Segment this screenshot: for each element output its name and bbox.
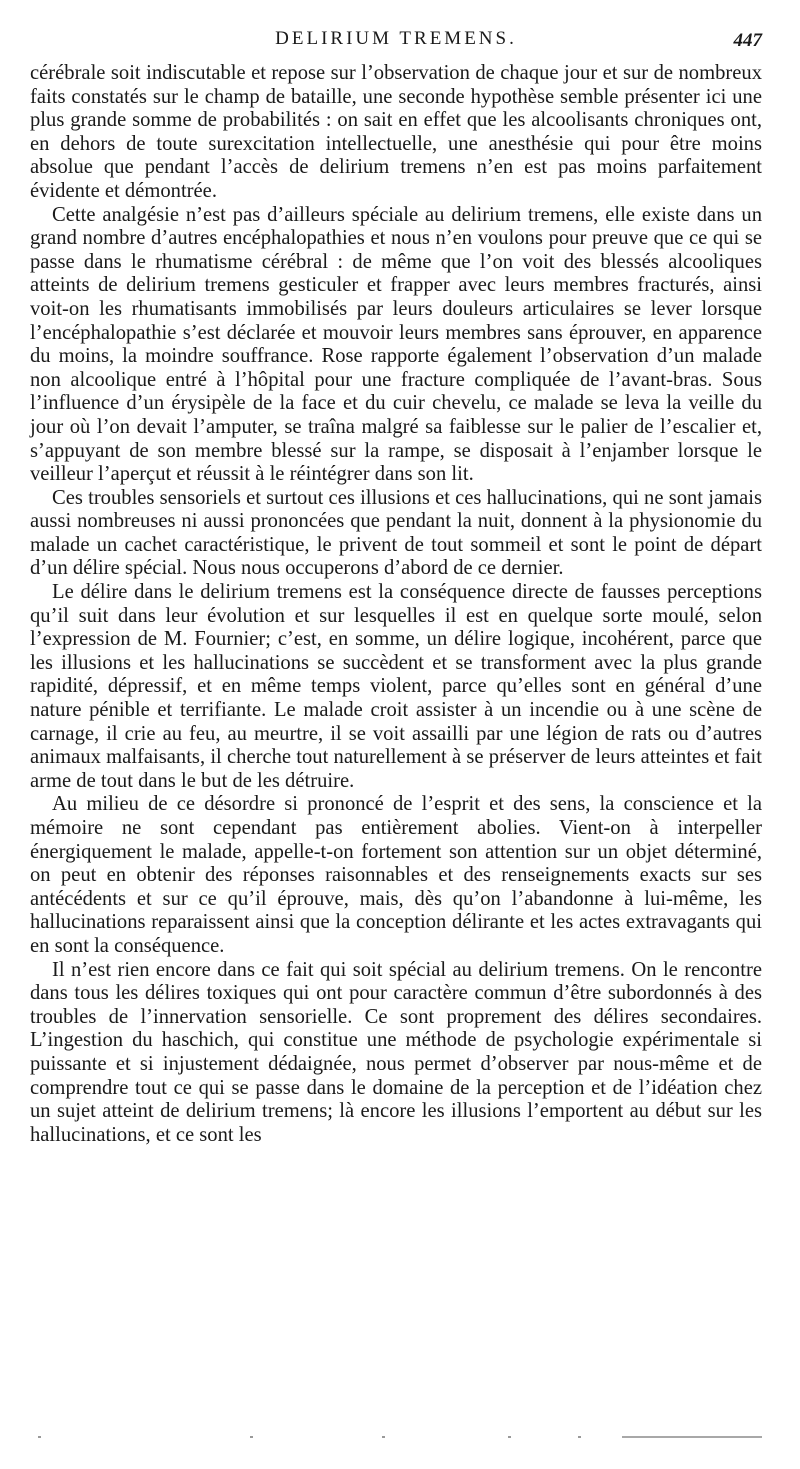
running-header bbox=[30, 28, 762, 54]
body-text bbox=[30, 62, 762, 1147]
scan-speck bbox=[578, 1436, 581, 1438]
scan-speck bbox=[382, 1436, 385, 1438]
scan-speck bbox=[508, 1436, 511, 1438]
paragraph: Au milieu de ce désordre si prononcé de l’esprit et des sens, la conscience et la mémoire ne sont cependant pas entièrement abolies. Vient-on à interpeller énergiquement le malade, appelle-t-on fortement son attention sur un objet déterminé, on peut en obtenir des réponses raisonnables et des renseignements exacts sur ses antécédents et sur ce qu’il éprouve, mais, dès qu’on l’abandonne à lui-même, les hallucinations reparaissent ainsi que la conception délirante et les actes extravagants qui en sont la conséquence. bbox=[30, 793, 762, 957]
scan-artifact-marks bbox=[30, 1436, 762, 1442]
book-page bbox=[30, 28, 762, 1147]
paragraph: Ces troubles sensoriels et surtout ces illusions et ces hallucinations, qui ne sont jamais aussi nombreuses ni aussi prononcées que pendant la nuit, donnent à la physionomie du malade un cachet caractéristique, le privent de tout sommeil et sont le point de départ d’un délire spécial. Nous nous occuperons d’abord de ce dernier. bbox=[30, 486, 762, 580]
paragraph: Cette analgésie n’est pas d’ailleurs spéciale au delirium tremens, elle existe dans un grand nombre d’autres encéphalopathies et nous n’en voulons pour preuve que ce qui se passe dans le rhumatisme cérébral : de même que l’on voit des blessés alcooliques atteints de delirium tremens gesticuler et frapper avec leurs membres fracturés, ainsi voit-on les rhumatisants immobilisés par leurs douleurs articulaires se lever lorsque l’encéphalopathie s’est déclarée et mouvoir leurs membres sans éprouver, en apparence du moins, la moindre souffrance. Rose rapporte également l’observation d’un malade non alcoolique entré à l’hôpital pour une fracture compliquée de l’avant-bras. Sous l’influence d’un érysipèle de la face et du cuir chevelu, ce malade se leva la veille du jour où l’on devait l’amputer, se traîna malgré sa faiblesse sur le palier de l’escalier et, s’appuyant de son membre blessé sur la rampe, se disposait à l’enjamber lorsque le veilleur l’aperçut et réussit à le réintégrer dans son lit. bbox=[30, 203, 762, 486]
paragraph: Le délire dans le delirium tremens est la conséquence directe de fausses perceptions qu’il suit dans leur évolution et sur lesquelles il est en quelque sorte moulé, selon l’expression de M. Fournier; c’est, en somme, un délire logique, incohérent, parce que les illusions et les hallucinations se succèdent et se transforment avec la plus grande rapidité, dépressif, et en même temps violent, parce qu’elles sont en général d’une nature pénible et terrifiante. Le malade croit assister à un incendie ou à une scène de carnage, il crie au feu, au meurtre, il se voit assailli par une légion de rats ou d’autres animaux malfaisants, il cherche tout naturellement à se préserver de leurs atteintes et fait arme de tout dans le but de les détruire. bbox=[30, 581, 762, 792]
paragraph-continuation: cérébrale soit indiscutable et repose sur l’observation de chaque jour et sur de nombreux faits constatés sur le champ de bataille, une seconde hypothèse semble présenter ici une plus grande somme de probabilités : on sait en effet que les alcoolisants chroniques ont, en dehors de toute surexcitation intellectuelle, une anesthésie qui pour être moins absolue que pendant l’accès de delirium tremens n’en est pas moins parfaitement évidente et démontrée. bbox=[30, 62, 762, 202]
paragraph: Il n’est rien encore dans ce fait qui soit spécial au delirium tremens. On le rencontre dans tous les délires toxiques qui ont pour caractère commun d’être subordonnés à des troubles de l’innervation sensorielle. Ce sont proprement des délires secondaires. L’ingestion du haschich, qui constitue une méthode de psychologie expérimentale si puissante et si injustement dédaignée, nous permet d’observer par nous-même et de comprendre tout ce qui se passe dans le domaine de la perception et de l’idéation chez un sujet atteint de delirium tremens; là encore les illusions l’emportent au début sur les hallucinations, et ce sont les bbox=[30, 958, 762, 1146]
scan-speck bbox=[38, 1436, 41, 1438]
scan-rule bbox=[622, 1436, 762, 1438]
running-title: DELIRIUM TREMENS. bbox=[275, 28, 517, 49]
page-number: 447 bbox=[733, 30, 762, 51]
scan-speck bbox=[250, 1436, 253, 1438]
